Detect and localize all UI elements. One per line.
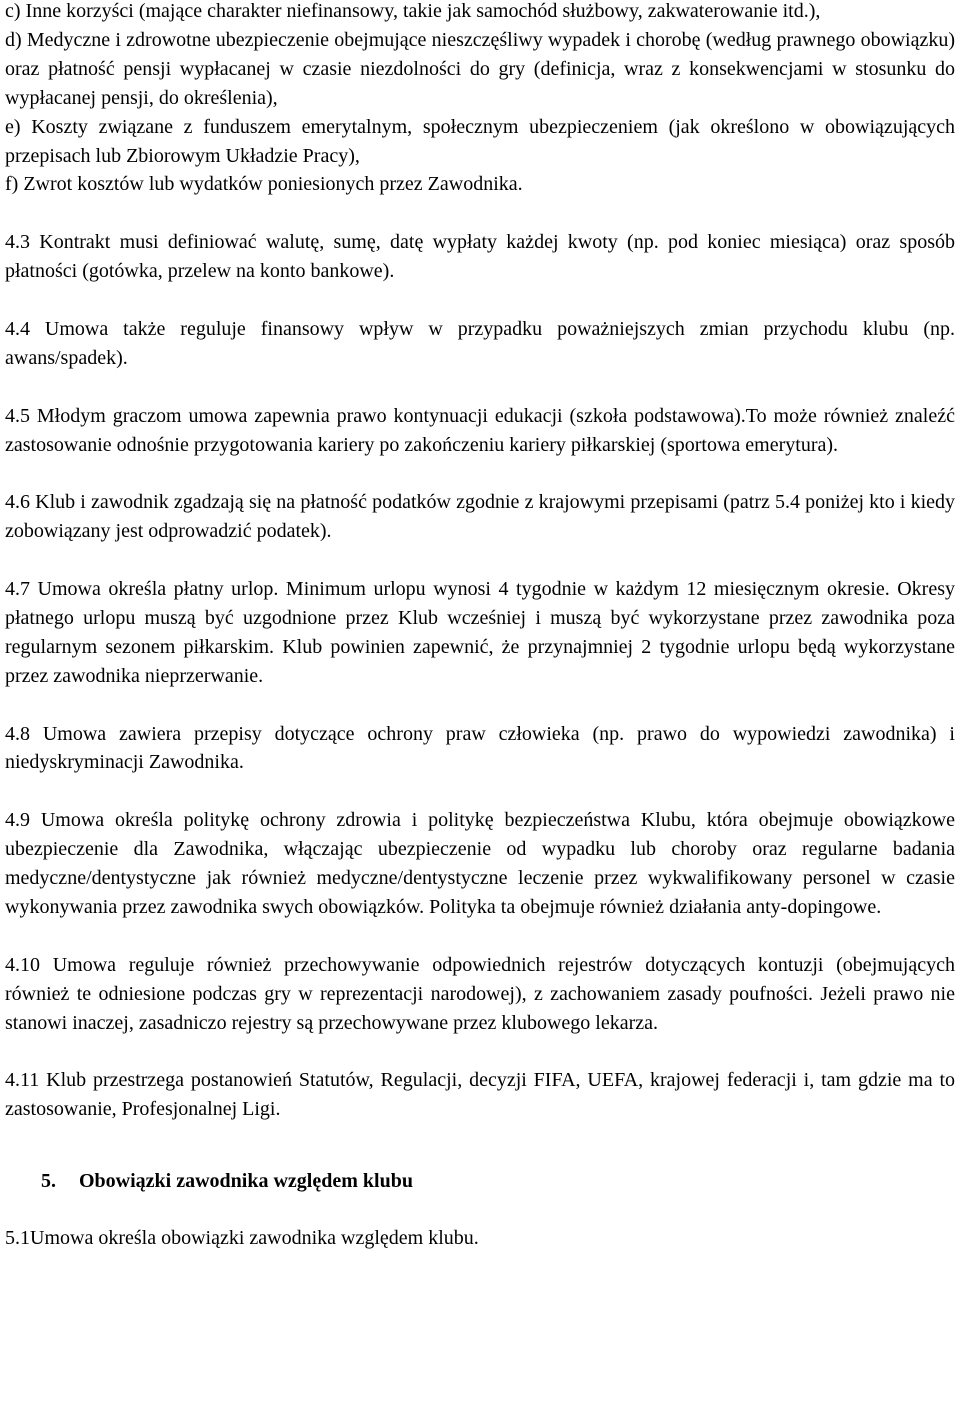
list-item-e: e) Koszty związane z funduszem emerytalnym, społecznym ubezpieczeniem (jak określono w obowiązujących przepisach lub Zbiorowym Układzie Pracy), [5,115,955,167]
paragraph-4-6: 4.6 Klub i zawodnik zgadzają się na płatność podatków zgodnie z krajowymi przepisami (patrz 5.4 poniżej kto i kiedy zobowiązany jest odprowadzić podatek). [5,491,955,543]
paragraph-4-10: 4.10 Umowa reguluje również przechowywanie odpowiednich rejestrów dotyczących kontuzji (obejmujących również te odniesione podczas gry w reprezentacji narodowej), z zachowaniem zasady poufności. Jeżeli prawo nie stanowi inaczej, zasadniczo rejestry są przechowywane przez klubowego lekarza. [5,953,955,1034]
paragraph-5-1: 5.1Umowa określa obowiązki zawodnika względem klubu. [5,1227,479,1250]
section-title: Obowiązki zawodnika względem klubu [79,1170,413,1193]
paragraph-4-7: 4.7 Umowa określa płatny urlop. Minimum urlopu wynosi 4 tygodnie w każdym 12 miesięcznym okresie. Okresy płatnego urlopu muszą być uzgodnione przez Klub wcześniej i muszą być wykorzystane przez zawodnika poza regularnym sezonem piłkarskim. Klub powinien zapewnić, że przynajmniej 2 tygodnie urlopu będą wykorzystane przez zawodnika nieprzerwanie. [5,578,955,687]
paragraph-4-8: 4.8 Umowa zawiera przepisy dotyczące ochrony praw człowieka (np. prawo do wypowiedzi zawodnika) i niedyskryminacji Zawodnika. [5,722,955,774]
paragraph-4-11: 4.11 Klub przestrzega postanowień Statutów, Regulacji, decyzji FIFA, UEFA, krajowej federacji i, tam gdzie ma to zastosowanie, Profesjonalnej Ligi. [5,1069,955,1121]
list-item-d: d) Medyczne i zdrowotne ubezpieczenie obejmujące nieszczęśliwy wypadek i chorobę (według prawnego obowiązku) oraz płatność pensji wypłacanej w czasie niezdolności do gry (definicja, wraz z konsekwencjami w stosunku do wypłacanej pensji, do określenia), [5,28,955,109]
document-page [5,0,955,1253]
paragraph-4-5: 4.5 Młodym graczom umowa zapewnia prawo kontynuacji edukacji (szkoła podstawowa).To może również znaleźć zastosowanie odnośnie przygotowania kariery po zakończeniu kariery piłkarskiej (sportowa emerytura). [5,404,955,456]
paragraph-4-3: 4.3 Kontrakt musi definiować walutę, sumę, datę wypłaty każdej kwoty (np. pod koniec miesiąca) oraz sposób płatności (gotówka, przelew na konto bankowe). [5,231,955,283]
paragraph-4-9: 4.9 Umowa określa politykę ochrony zdrowia i politykę bezpieczeństwa Klubu, która obejmuje obowiązkowe ubezpieczenie dla Zawodnika, włączając ubezpieczenie od wypadku lub choroby oraz regularne badania medyczne/dentystyczne jak również medyczne/dentystyczne leczenie przez wykwalifikowany personel w czasie wykonywania przez zawodnika swych obowiązków. Polityka ta obejmuje również działania anty-dopingowe. [5,809,955,918]
paragraph-4-4: 4.4 Umowa także reguluje finansowy wpływ w przypadku poważniejszych zmian przychodu klubu (np. awans/spadek). [5,317,955,369]
list-item-c-text: c) Inne korzyści (mające charakter niefinansowy, takie jak samochód służbowy, zakwaterowanie itd.), [5,0,821,22]
section-heading [41,1167,955,1196]
section-number: 5. [41,1170,56,1193]
list-item-f: f) Zwrot kosztów lub wydatków poniesionych przez Zawodnika. [5,173,523,196]
